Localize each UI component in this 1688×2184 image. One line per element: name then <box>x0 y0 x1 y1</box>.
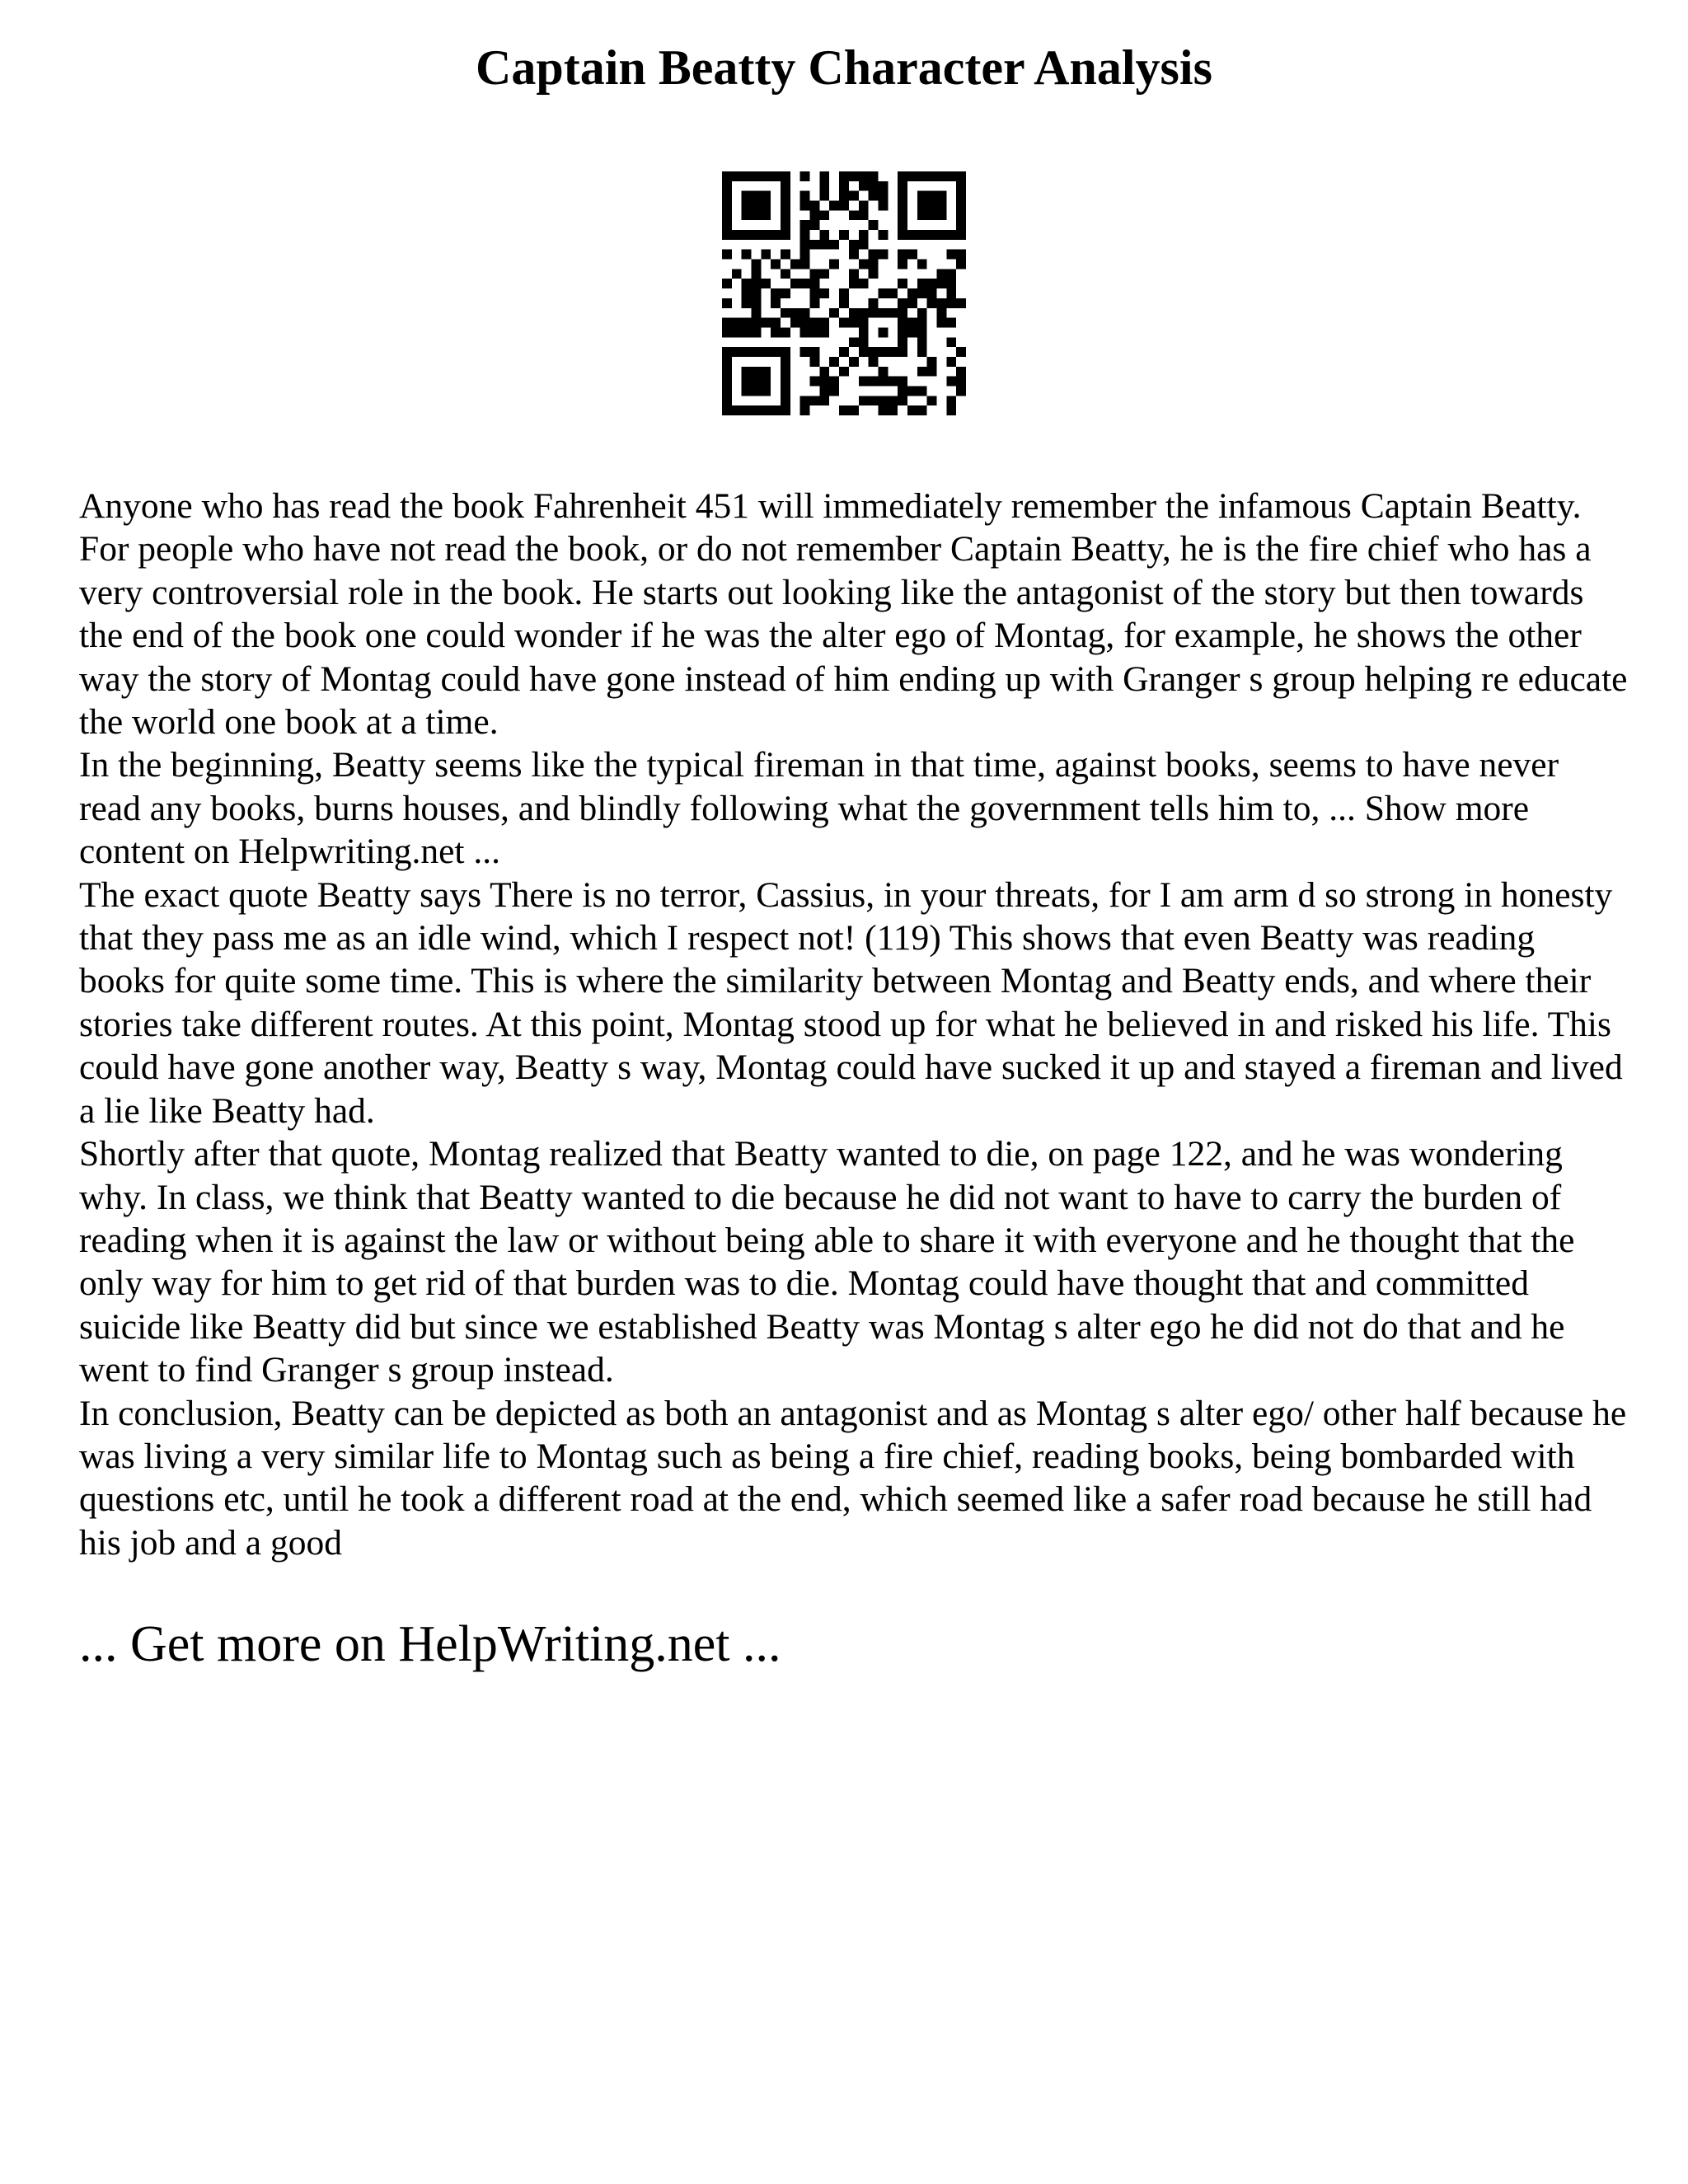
paragraph: The exact quote Beatty says There is no terror, Cassius, in your threats, for I am arm d so strong in honesty that they pass me as an idle wind, which I respect not! (119) This shows that even Beatty was reading books for quite some time. This is where the similarity between Montag and Beatty ends, and where their stories take different routes. At this point, Montag stood up for what he believed in and risked his life. This could have gone another way, Beatty s way, Montag could have sucked it up and stayed a fireman and lived a lie like Beatty had. <box>79 874 1623 1131</box>
paragraph: In conclusion, Beatty can be depicted as both an antagonist and as Montag s alter ego/ other half because he was living a very similar life to Montag such as being a fire chief, reading books, being bombarded with questions etc, until he took a different road at the end, which seemed like a safer road because he still had his job and a good <box>79 1393 1627 1563</box>
paragraph: Anyone who has read the book Fahrenheit 451 will immediately remember the infamous Captain Beatty. For people who have not read the book, or do not remember Captain Beatty, he is the fire chief who has a very controversial role in the book. He starts out looking like the antagonist of the story but then towards the end of the book one could wonder if he was the alter ego of Montag, for example, he shows the other way the story of Montag could have gone instead of him ending up with Granger s group helping re educate the world one book at a time. <box>79 486 1628 743</box>
qr-code-icon <box>722 171 966 415</box>
paragraph: Shortly after that quote, Montag realized that Beatty wanted to die, on page 122, and he was wondering why. In class, we think that Beatty wanted to die because he did not want to have to carry the burden of reading when it is against the law or without being able to share it with everyone and he thought that the only way for him to get rid of that burden was to die. Montag could have thought that and committed suicide like Beatty did but since we established Beatty was Montag s alter ego he did not do that and he went to find Granger s group instead. <box>79 1134 1575 1390</box>
page-title: Captain Beatty Character Analysis <box>476 40 1212 95</box>
article-body <box>79 485 1629 1564</box>
paragraph: In the beginning, Beatty seems like the typical fireman in that time, against books, seems to have never read any books, burns houses, and blindly following what the government tells him to, ... Show more content on Helpwriting.net ... <box>79 745 1559 872</box>
get-more-link[interactable]: ... Get more on HelpWriting.net ... <box>79 1616 781 1672</box>
